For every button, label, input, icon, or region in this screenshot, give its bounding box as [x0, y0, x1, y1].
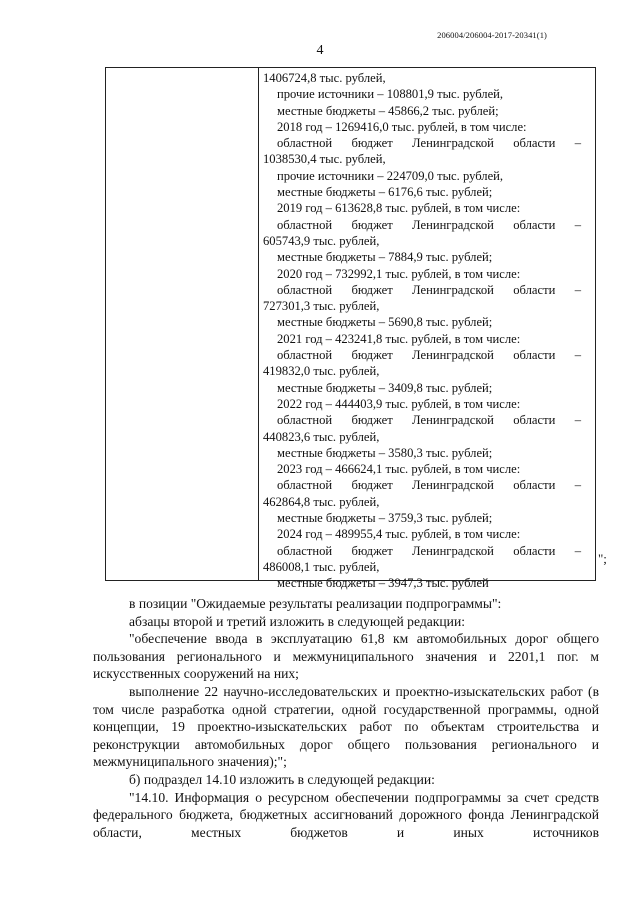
cell-word: областной — [277, 282, 333, 297]
funding-cell — [263, 70, 581, 592]
cell-line: местные бюджеты – 5690,8 тыс. рублей; — [277, 315, 493, 330]
cell-word: бюджет — [351, 543, 393, 558]
cell-word: – — [574, 136, 581, 151]
cell-line: 1406724,8 тыс. рублей, — [263, 71, 386, 85]
body-paragraph: "обеспечение ввода в эксплуатацию 61,8 км автомобильных дорог общего пользования регионального и межмуниципального значения и 2201,1 пог. м искусственных сооружений на них; — [93, 631, 599, 682]
cell-word: области — [513, 282, 556, 297]
page-number: 4 — [316, 43, 324, 58]
cell-line: 2022 год – 444403,9 тыс. рублей, в том числе: — [277, 396, 521, 411]
cell-line — [263, 135, 581, 151]
document-body — [93, 595, 599, 841]
cell-line: местные бюджеты – 6176,6 тыс. рублей; — [277, 185, 493, 200]
cell-line: 440823,6 тыс. рублей, — [263, 429, 380, 444]
cell-word: области — [513, 136, 556, 151]
cell-line: 2024 год – 489955,4 тыс. рублей, в том числе: — [277, 527, 521, 542]
cell-line: местные бюджеты – 45866,2 тыс. рублей; — [277, 103, 499, 118]
cell-word: области — [513, 478, 556, 493]
cell-word: бюджет — [351, 282, 393, 297]
cell-line: прочие источники – 224709,0 тыс. рублей, — [277, 168, 504, 183]
body-paragraph: б) подраздел 14.10 изложить в следующей редакции: — [129, 771, 435, 787]
document-id: 206004/206004-2017-20341(1) — [437, 30, 547, 40]
cell-line — [263, 282, 581, 298]
cell-line: 486008,1 тыс. рублей, — [263, 559, 380, 574]
cell-line: 2021 год – 423241,8 тыс. рублей, в том числе: — [277, 331, 521, 346]
cell-line: прочие источники – 108801,9 тыс. рублей, — [277, 87, 504, 102]
cell-line — [263, 543, 581, 559]
cell-word: областной — [277, 478, 333, 493]
cell-line — [263, 217, 581, 233]
cell-word: – — [574, 543, 581, 558]
cell-line: местные бюджеты – 3759,3 тыс. рублей; — [277, 511, 493, 526]
cell-word: Ленинградской — [412, 136, 494, 151]
cell-line: 2020 год – 732992,1 тыс. рублей, в том числе: — [277, 266, 521, 281]
cell-word: области — [513, 348, 556, 363]
cell-word: бюджет — [351, 413, 393, 428]
cell-line — [263, 347, 581, 363]
cell-word: Ленинградской — [412, 217, 494, 232]
cell-word: бюджет — [351, 136, 393, 151]
funding-table — [105, 67, 596, 591]
cell-line: 419832,0 тыс. рублей, — [263, 364, 380, 379]
cell-line: 727301,3 тыс. рублей, — [263, 299, 380, 314]
cell-word: бюджет — [351, 348, 393, 363]
cell-word: области — [513, 543, 556, 558]
cell-word: – — [574, 413, 581, 428]
cell-line: 462864,8 тыс. рублей, — [263, 494, 380, 509]
cell-word: областной — [277, 136, 333, 151]
cell-word: Ленинградской — [412, 413, 494, 428]
cell-line: 1038530,4 тыс. рублей, — [263, 152, 386, 167]
cell-word: области — [513, 413, 556, 428]
cell-word: бюджет — [351, 478, 393, 493]
body-paragraph: в позиции "Ожидаемые результаты реализации подпрограммы": — [129, 596, 502, 611]
body-paragraph: выполнение 22 научно-исследовательских и проектно-изыскательских работ (в том числе разработка одной стратегии, одной государственной программы, одной концепции, 19 проектно-изыскательских работ по объектам строительства и реконструкции автомобильных дорог общего пользования регионального и межмуниципального значения);"; — [93, 683, 599, 770]
cell-line — [263, 477, 581, 493]
cell-word: области — [513, 217, 556, 232]
body-paragraph: "14.10. Информация о ресурсном обеспечении подпрограммы за счет средств федерального бюджета, бюджетных ассигнований дорожного фонда Ленинградской области, местных бюджетов и иных источников — [93, 789, 599, 840]
cell-line: 2023 год – 466624,1 тыс. рублей, в том числе: — [277, 462, 521, 477]
cell-word: – — [574, 217, 581, 232]
cell-word: областной — [277, 413, 333, 428]
cell-word: областной — [277, 217, 333, 232]
cell-word: – — [574, 478, 581, 493]
closing-quote: "; — [598, 551, 607, 566]
cell-line: местные бюджеты – 3409,8 тыс. рублей; — [277, 380, 493, 395]
cell-line: местные бюджеты – 3580,3 тыс. рублей; — [277, 445, 493, 460]
cell-line: 2018 год – 1269416,0 тыс. рублей, в том числе: — [277, 119, 527, 134]
cell-word: – — [574, 282, 581, 297]
cell-word: бюджет — [351, 217, 393, 232]
table-column-divider — [258, 68, 259, 580]
cell-line: местные бюджеты – 3947,3 тыс. рублей — [277, 576, 489, 591]
cell-word: Ленинградской — [412, 543, 494, 558]
cell-word: областной — [277, 543, 333, 558]
body-paragraph: абзацы второй и третий изложить в следующей редакции: — [129, 613, 465, 629]
cell-line — [263, 412, 581, 428]
cell-line: местные бюджеты – 7884,9 тыс. рублей; — [277, 250, 493, 265]
cell-line: 605743,9 тыс. рублей, — [263, 233, 380, 248]
cell-word: Ленинградской — [412, 282, 494, 297]
cell-word: областной — [277, 348, 333, 363]
cell-word: Ленинградской — [412, 478, 494, 493]
cell-word: Ленинградской — [412, 348, 494, 363]
cell-word: – — [574, 348, 581, 363]
cell-line: 2019 год – 613628,8 тыс. рублей, в том числе: — [277, 201, 521, 216]
